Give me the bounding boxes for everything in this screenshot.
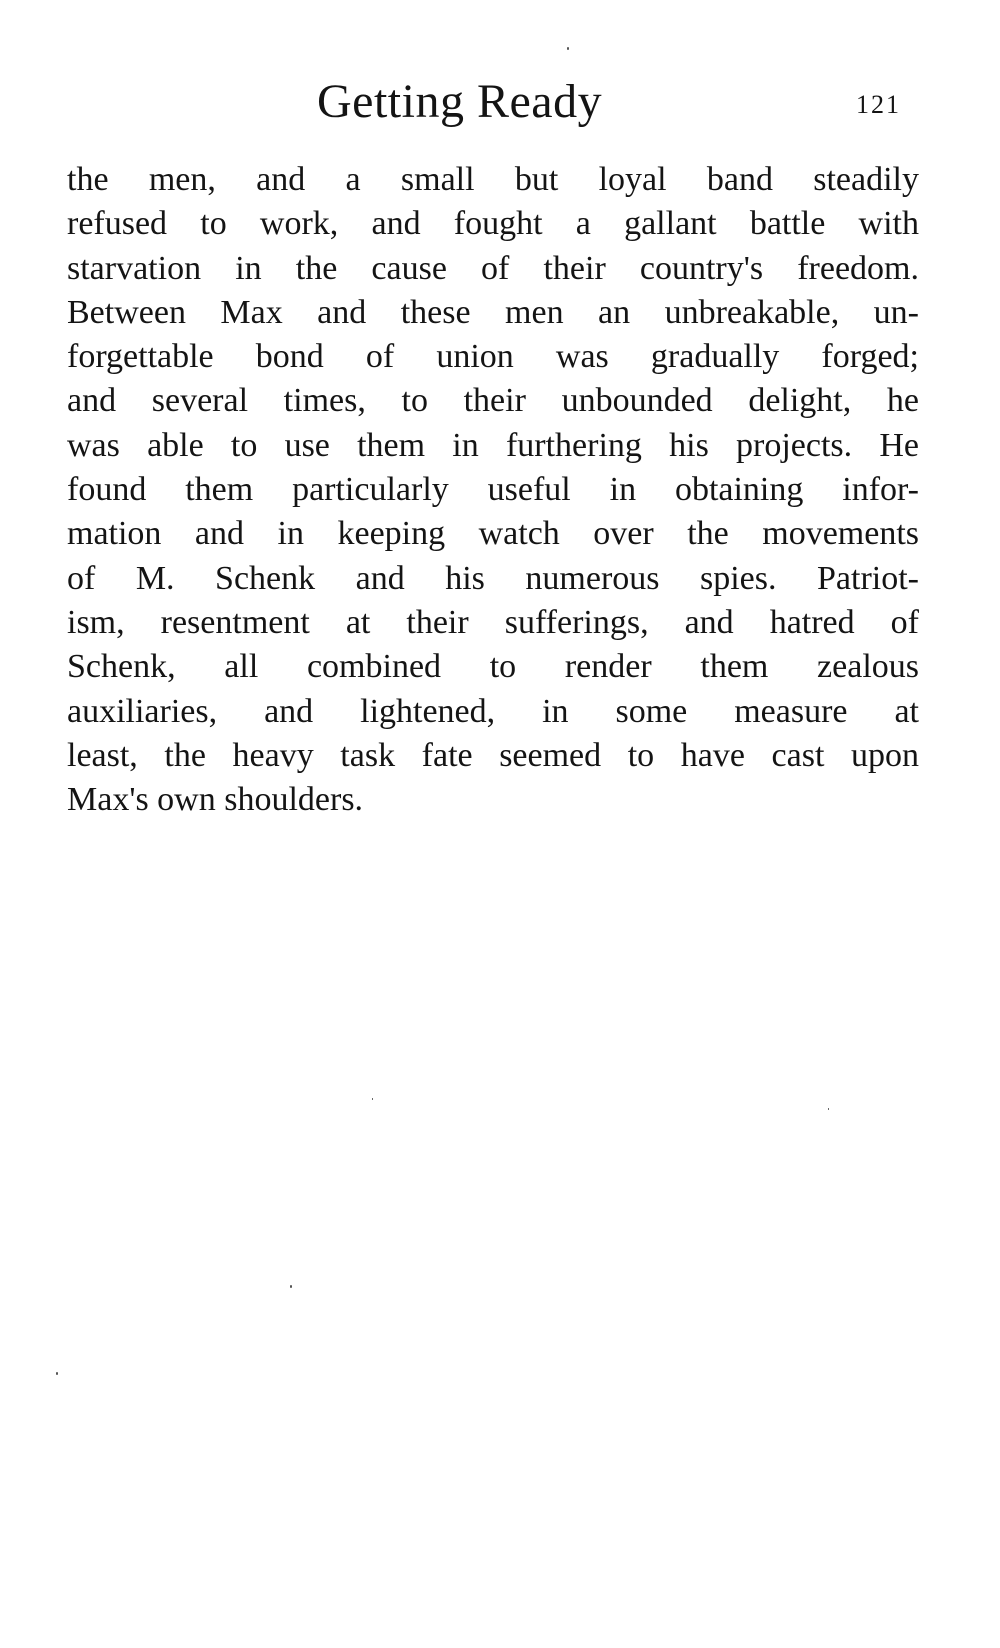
scan-speck	[372, 1098, 373, 1100]
text-line: of M. Schenk and his numerous spies. Patriot-	[67, 559, 919, 597]
text-line: forgettable bond of union was gradually forged;	[67, 338, 919, 376]
text-line: Schenk, all combined to render them zealous	[67, 648, 919, 686]
text-line: refused to work, and fought a gallant battle with	[67, 205, 919, 243]
text-line: was able to use them in furthering his projects. He	[67, 426, 919, 464]
scan-speck	[567, 47, 569, 50]
text-line: ism, resentment at their sufferings, and hatred of	[67, 603, 919, 641]
text-line: auxiliaries, and lightened, in some measure at	[67, 692, 919, 730]
text-line: starvation in the cause of their country's freedom.	[67, 249, 919, 287]
scan-speck	[290, 1285, 292, 1288]
chapter-title: Getting Ready	[317, 75, 603, 128]
text-line: found them particularly useful in obtaining infor-	[67, 471, 919, 509]
scan-speck	[56, 1372, 58, 1375]
page-number: 121	[856, 90, 901, 119]
text-line: and several times, to their unbounded delight, he	[67, 382, 919, 420]
text-line: mation and in keeping watch over the movements	[67, 515, 919, 553]
scan-speck	[828, 1108, 829, 1110]
text-line: Between Max and these men an unbreakable, un-	[67, 293, 919, 331]
text-line: Max's own shoulders.	[67, 781, 364, 819]
text-line: the men, and a small but loyal band steadily	[67, 161, 919, 198]
text-line: least, the heavy task fate seemed to have cast upon	[67, 736, 919, 774]
running-head	[0, 72, 1000, 142]
body-paragraph	[67, 158, 919, 822]
